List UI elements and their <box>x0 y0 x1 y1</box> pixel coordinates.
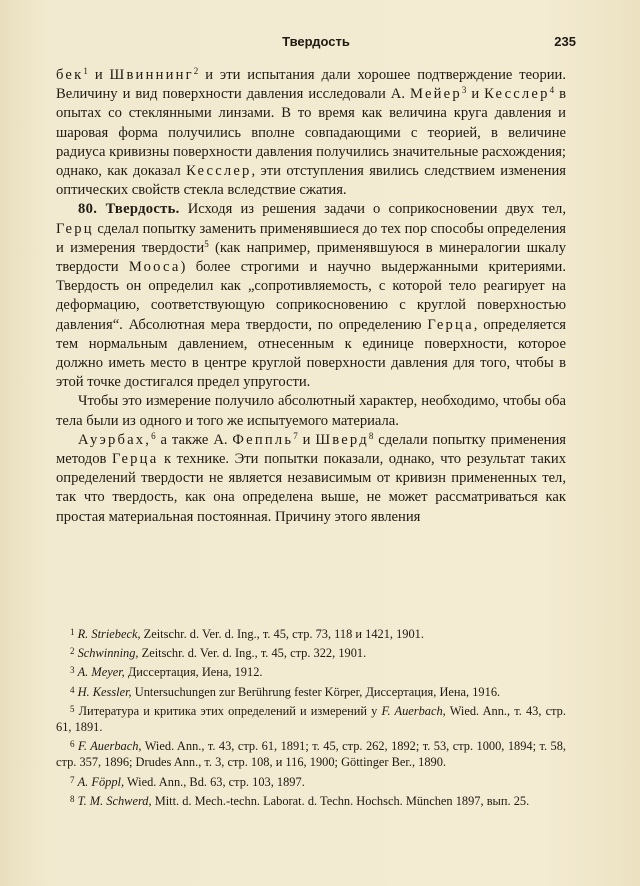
author-name: Герцa <box>111 451 159 468</box>
footnotes <box>56 624 566 810</box>
footnote-text: Wied. Ann., Bd. 63, стр. 103, 1897. <box>124 774 305 789</box>
author-name: бек <box>56 67 84 83</box>
footnote-text: Wied. Ann., т. 43, стр. 61, 1891; т. 45, стр. 262, 1892; т. 53, стр. 1000, 1894; т. 58, стр. 357, 1896; Drudes Ann., т. 3, стр. 108, и 116, 1900; Göttinger Ber., 1890. <box>56 739 566 770</box>
author-name: Кесслер <box>186 163 252 180</box>
footnote-text: Wied. Ann., т. 43, стр. 61, 1891. <box>56 703 566 735</box>
footnote-mark: 2 <box>70 646 75 657</box>
footnote <box>56 791 566 809</box>
running-title: Твердость <box>282 34 350 49</box>
page-number: 235 <box>554 34 576 49</box>
footnote-ref: 8 <box>368 430 374 441</box>
footnote-author: A. Föppl, <box>77 774 125 789</box>
footnote-text: Zeitschr. d. Ver. d. Ing., т. 45, стр. 73, 118 и 1421, 1901. <box>140 627 424 641</box>
text-run: Исходя из решения задачи о соприкосновении двух тел, <box>179 201 566 218</box>
footnote-text: Zeitschr. d. Ver. d. Ing., т. 45, стр. 322, 1901. <box>138 646 367 661</box>
footnote-ref: 4 <box>549 85 555 96</box>
footnote-ref: 1 <box>83 66 88 76</box>
footnote-author: R. Striebeck, <box>77 627 141 641</box>
author-name: Герц <box>56 220 94 237</box>
footnote-ref: 5 <box>204 238 209 249</box>
footnote-mark: 8 <box>70 793 75 804</box>
footnote-ref: 3 <box>461 85 467 96</box>
footnote-text: Untersuchungen zur Berührung fester Körper, Диссертация, Иена, 1916. <box>131 684 501 699</box>
footnote <box>56 736 566 770</box>
footnote-author: H. Kessler, <box>77 684 132 699</box>
footnote-text: Литература и критика этих определений и измерений у <box>78 703 382 718</box>
text-run: и <box>87 67 110 83</box>
text-run: и <box>297 431 316 448</box>
footnote-mark: 1 <box>70 627 75 637</box>
text-run: (как например, применявшуюся в минералогии шкалу твердости <box>56 239 566 276</box>
text-run: , определяется тем нормальным давлением, отнесенным к единице поверхности, которое должно иметь место в центре круглой поверхности давления для того, чтобы в этой точке достигался предел упругости. <box>56 316 566 391</box>
footnote-author: A. Meyer, <box>77 665 125 680</box>
section-heading: 80. Твердость. <box>78 201 180 218</box>
author-name: Ауэрбах, <box>78 431 152 448</box>
author-name: Кесслер <box>484 86 550 103</box>
author-name: Мооса <box>128 259 181 276</box>
footnote-text: Mitt. d. Mech.-techn. Laborat. d. Techn. Hochsch. München 1897, вып. 25. <box>151 793 530 808</box>
author-name: Шверд <box>315 431 369 448</box>
footnote-author: F. Auerbach, <box>77 739 142 754</box>
footnote-ref: 7 <box>293 430 298 441</box>
text-run: а также А. <box>155 431 233 448</box>
page-header <box>56 34 576 54</box>
footnote-mark: 3 <box>70 665 75 676</box>
footnote-mark: 7 <box>70 774 75 785</box>
footnote-mark: 5 <box>70 703 75 714</box>
footnote <box>56 662 566 680</box>
text-run: сделал попытку заменить применявшиеся до тех пор способы определения и измерения твердости <box>56 220 566 256</box>
footnote-ref: 6 <box>151 430 156 441</box>
text-run: сделали попытку применения методов <box>56 431 566 468</box>
footnote <box>56 701 566 735</box>
author-name: Мейер <box>409 86 462 103</box>
text-run: к технике. Эти попытки показали, однако, что результат таких определений твердости не является независимым от кривизн примененных тел, так что твердость, как она определена выше, не может рассматриваться как простая материальная постоянная. Причину этого явления <box>56 451 566 525</box>
paragraph-1 <box>56 66 566 200</box>
paragraph-2 <box>56 200 566 392</box>
footnote-author: T. M. Schwerd, <box>77 793 152 808</box>
text-run: и <box>466 86 485 103</box>
footnote-text: Диссертация, Иена, 1912. <box>124 665 263 680</box>
main-text <box>56 66 566 527</box>
author-name: Швиннинг <box>109 67 194 83</box>
text-run: в опытах со стеклянными линзами. В то время как величина круга давления и шаровая форма получились вполне совпадающими с теорией, в величине радиуса кривизны поверхности давления получились значительные расхождения; однако, как доказал <box>56 86 566 180</box>
text-run: , эти отступления явились следствием изменения оптических свойств стекла вследствие сжатия. <box>56 163 566 199</box>
footnote-author: Schwinning, <box>77 646 139 661</box>
footnote <box>56 643 566 661</box>
footnote-mark: 4 <box>70 684 75 695</box>
footnote-mark: 6 <box>70 739 75 750</box>
author-name: Феппль <box>232 431 294 448</box>
footnote <box>56 624 566 642</box>
paragraph-3: Чтобы это измерение получило абсолютный характер, необходимо, чтобы оба тела были из одного и того же испытуемого материала. <box>56 393 566 429</box>
footnote-author: F. Auerbach, <box>381 703 446 718</box>
footnote <box>56 682 566 700</box>
text-run: ) более строгими и научно выдержанными критериями. Твердость он определил как „сопротивляемость, с которой тело реагирует на деформацию, соответствующую соприкосновению с круглой поверхностью давления“. Абсолютная мера твердости, по определению <box>56 259 567 333</box>
text-run: и эти испытания дали хорошее подтверждение теории. Величину и вид поверхности давления исследовали А. <box>56 67 567 103</box>
paragraph-4 <box>56 431 566 527</box>
footnote <box>56 772 566 790</box>
author-name: Герцa <box>427 316 474 333</box>
footnote-ref: 2 <box>193 66 199 76</box>
